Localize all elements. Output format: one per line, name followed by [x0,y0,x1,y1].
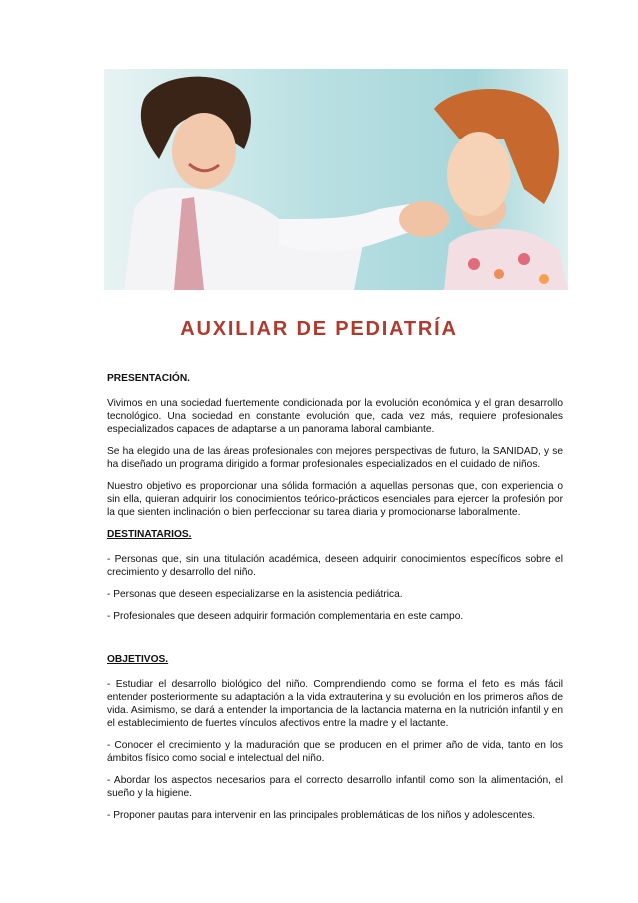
spacer [107,632,563,653]
document-body [107,372,563,831]
paragraph: Se ha elegido una de las áreas profesionales con mejores perspectivas de futuro, la SANIDAD, y se ha diseñado un programa dirigido a formar profesionales especializados en el cuidado de niños. [107,446,563,470]
section-heading-presentacion: PRESENTACIÓN. [107,373,191,384]
hero-photo [104,69,568,290]
section-heading-objetivos: OBJETIVOS. [107,654,169,665]
list-item: - Conocer el crecimiento y la maduración que se producen en el primer año de vida, tanto en los ámbitos físico como social e intelectual del niño. [107,740,563,764]
list-item: - Personas que, sin una titulación académica, deseen adquirir conocimientos específicos sobre el crecimiento y desarrollo del niño. [107,554,563,578]
list-item: - Proponer pautas para intervenir en las principales problemáticas de los niños y adolescentes. [107,810,536,821]
paragraph: Vivimos en una sociedad fuertemente condicionada por la evolución económica y el gran desarrollo tecnológico. Una sociedad en constante evolución que, cada vez más, requiere profesionales especializados capaces de adaptarse a un panorama laboral cambiante. [107,398,563,435]
page-title: AUXILIAR DE PEDIATRÍA [180,318,458,340]
list-item: - Abordar los aspectos necesarios para el correcto desarrollo infantil como son la alimentación, el sueño y la higiene. [107,775,563,799]
paragraph: Nuestro objetivo es proporcionar una sólida formación a aquellas personas que, con experiencia o sin ella, quieran adquirir los conocimientos teórico-prácticos esenciales para ejercer la profesión por la que sienten inclinación o bien perfeccionar su tarea diaria y promocionarse laboralmente. [107,481,563,518]
list-item: - Profesionales que deseen adquirir formación complementaria en este campo. [107,611,464,622]
photo-nurse-examining-child-icon [104,69,568,290]
list-item: - Estudiar el desarrollo biológico del niño. Comprendiendo como se forma el feto es más fácil entender posteriormente su adaptación a la vida extrauterina y su evolución en los primeros años de vida. Asimismo, se dará a entender la importancia de la lactancia materna en la nutrición infantil y en el establecimiento de fuertes vínculos afectivos entre la madre y el lactante. [107,679,563,729]
list-item: - Personas que deseen especializarse en la asistencia pediátrica. [107,589,403,600]
section-heading-destinatarios: DESTINATARIOS. [107,529,192,540]
